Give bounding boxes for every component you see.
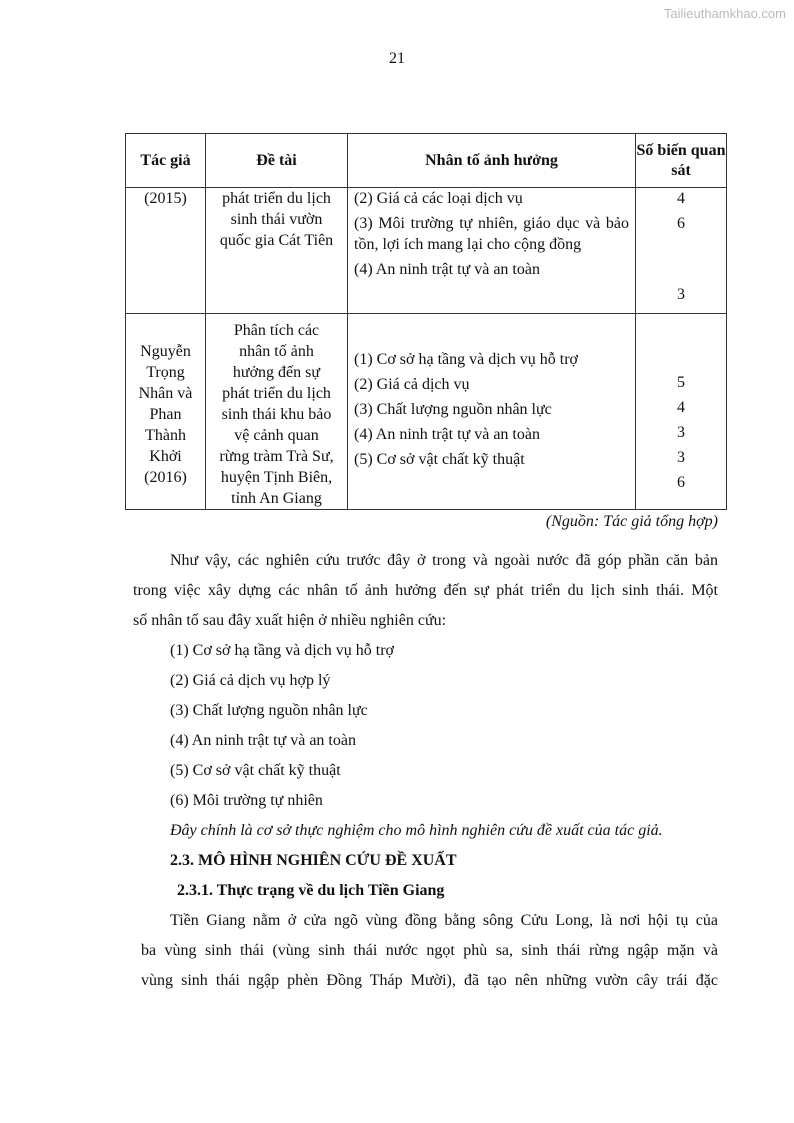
count-value: 3 [677,449,685,466]
count-value: 6 [677,215,685,232]
author-line: (2015) [144,190,187,207]
topic-cell [206,188,348,314]
author-cell [126,314,206,510]
count-value: 4 [677,399,685,416]
author-line: Nguyễn [140,343,191,360]
list-item: (6) Môi trường tự nhiên [170,792,323,809]
paragraph-line: vùng sinh thái ngập phèn Đồng Tháp Mười), đã tạo nên những vườn cây trái đặc [141,972,718,989]
author-line: Nhân và [138,385,193,402]
author-line: (2016) [144,469,187,486]
table-source: (Nguồn: Tác giả tổng hợp) [545,513,718,530]
header-topic: Đề tài [206,134,348,188]
author-line: Trọng [146,364,185,381]
paragraph-line: Như vậy, các nghiên cứu trước đây ở trong và ngoài nước đã góp phần căn bản [170,552,718,569]
topic-line: sinh thái vườn [230,211,323,228]
header-factors: Nhân tố ảnh hưởng [348,134,636,188]
list-item: (5) Cơ sở vật chất kỹ thuật [170,762,341,779]
factors-cell [348,188,636,314]
list-item: (3) Chất lượng nguồn nhân lực [170,702,368,719]
factor-item: (2) Giá cả dịch vụ [354,376,470,393]
paragraph-line: số nhân tố sau đây xuất hiện ở nhiều nghiên cứu: [133,612,447,629]
note: Đây chính là cơ sở thực nghiệm cho mô hình nghiên cứu đề xuất của tác giả. [170,822,663,839]
factor-item: (4) An ninh trật tự và an toàn [354,261,540,278]
topic-line: nhân tố ảnh [239,343,314,360]
header-author: Tác giả [126,134,206,188]
topic-line: vệ cảnh quan [234,427,319,444]
factor-item: (3) Môi trường tự nhiên, giáo dục và bảo tồn, lợi ích mang lại cho cộng đồng [354,215,629,253]
factor-item: (3) Chất lượng nguồn nhân lực [354,401,552,418]
author-line: Khởi [149,448,182,465]
topic-line: hưởng đến sự [232,364,321,381]
topic-line: quốc gia Cát Tiên [219,232,334,249]
paragraph-line: trong việc xây dựng các nhân tố ảnh hưởng đến sự phát triển du lịch sinh thái. Một [133,582,718,599]
topic-cell [206,314,348,510]
count-cell [636,188,727,314]
author-line: Phan [149,406,182,423]
list-item: (2) Giá cả dịch vụ hợp lý [170,672,331,689]
list-item: (4) An ninh trật tự và an toàn [170,732,356,749]
count-value: 3 [677,286,685,303]
count-value: 5 [677,374,685,391]
table-header [126,134,727,188]
topic-line: tỉnh An Giang [231,490,322,507]
author-line: Thành [145,427,186,444]
count-cell [636,314,727,510]
header-count [636,134,727,188]
factors-table [125,133,727,510]
table-row [126,314,727,510]
header-count-text: Số biến quan sát [636,141,726,179]
section-heading: 2.3. MÔ HÌNH NGHIÊN CỨU ĐỀ XUẤT [170,852,457,869]
topic-line: rừng tràm Trà Sư, [219,448,334,465]
table-row [126,188,727,314]
factor-item: (4) An ninh trật tự và an toàn [354,426,540,443]
factor-item: (2) Giá cả các loại dịch vụ [354,190,523,207]
author-cell [126,188,206,314]
page-number: 21 [389,50,405,67]
subsection-heading: 2.3.1. Thực trạng về du lịch Tiền Giang [177,882,445,899]
paragraph-line: ba vùng sinh thái (vùng sinh thái nước ngọt phù sa, sinh thái rừng ngập mặn và [141,942,718,959]
factor-item: (5) Cơ sở vật chất kỹ thuật [354,451,525,468]
topic-line: phát triển du lịch [222,190,331,207]
count-value: 4 [677,190,685,207]
count-value: 6 [677,474,685,491]
topic-line: sinh thái khu bảo [221,406,332,423]
count-value: 3 [677,424,685,441]
factor-item: (1) Cơ sở hạ tầng và dịch vụ hỗ trợ [354,351,579,368]
topic-line: phát triển du lịch [222,385,331,402]
factors-cell [348,314,636,510]
paragraph-line: Tiền Giang nằm ở cửa ngõ vùng đồng bằng sông Cửu Long, là nơi hội tụ của [170,912,718,929]
list-item: (1) Cơ sở hạ tầng và dịch vụ hỗ trợ [170,642,395,659]
topic-line: huyện Tịnh Biên, [220,469,333,486]
topic-line: Phân tích các [233,322,320,339]
watermark: Tailieuthamkhao.com [663,6,786,21]
